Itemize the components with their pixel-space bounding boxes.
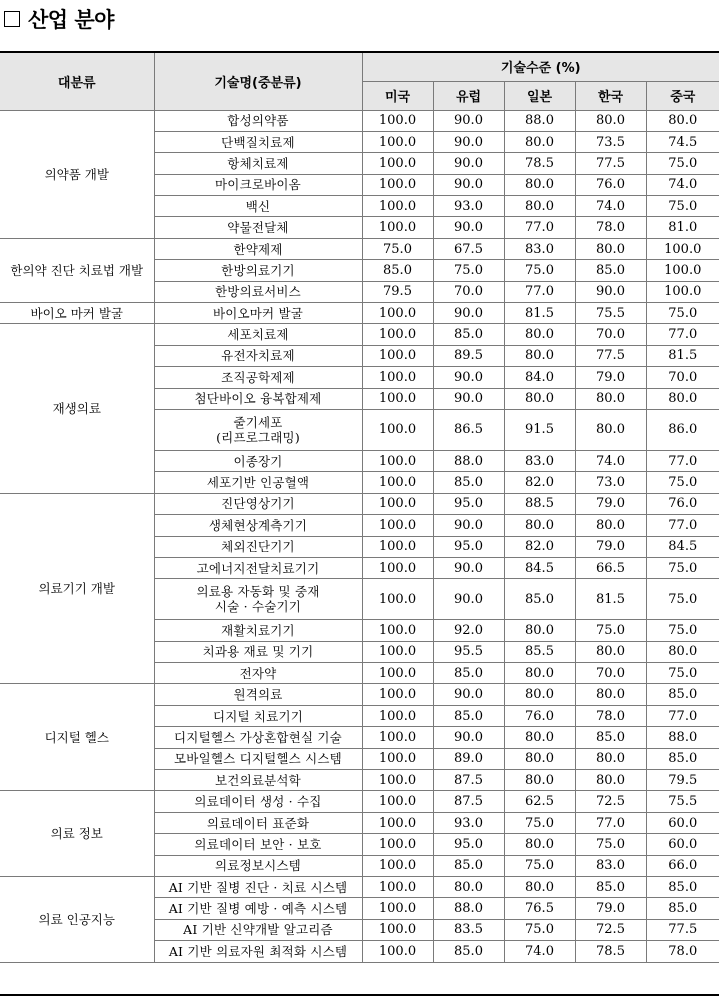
value-cell-us: 100.0 bbox=[362, 770, 433, 791]
value-cell-cn: 85.0 bbox=[646, 877, 719, 898]
value-cell-jp: 83.0 bbox=[504, 238, 575, 259]
value-cell-us: 100.0 bbox=[362, 579, 433, 620]
value-cell-eu: 93.0 bbox=[433, 196, 504, 217]
value-cell-kr: 73.5 bbox=[575, 131, 646, 152]
value-cell-eu: 95.0 bbox=[433, 536, 504, 557]
tech-name-cell: 약물전달체 bbox=[154, 217, 362, 238]
value-cell-jp: 91.5 bbox=[504, 409, 575, 450]
value-cell-eu: 90.0 bbox=[433, 727, 504, 748]
value-cell-us: 100.0 bbox=[362, 620, 433, 641]
tech-name-cell: 모바일헬스 디지털헬스 시스템 bbox=[154, 748, 362, 769]
value-cell-jp: 82.0 bbox=[504, 536, 575, 557]
value-cell-cn: 84.5 bbox=[646, 536, 719, 557]
value-cell-kr: 77.5 bbox=[575, 345, 646, 366]
value-cell-eu: 90.0 bbox=[433, 684, 504, 705]
value-cell-kr: 80.0 bbox=[575, 388, 646, 409]
header-country-kr: 한국 bbox=[575, 81, 646, 110]
value-cell-us: 100.0 bbox=[362, 898, 433, 919]
value-cell-us: 100.0 bbox=[362, 536, 433, 557]
value-cell-eu: 90.0 bbox=[433, 557, 504, 578]
value-cell-eu: 85.0 bbox=[433, 855, 504, 876]
value-cell-kr: 81.5 bbox=[575, 579, 646, 620]
value-cell-kr: 77.5 bbox=[575, 153, 646, 174]
tech-name-line: 줄기세포 bbox=[233, 414, 283, 430]
value-cell-cn: 78.0 bbox=[646, 941, 719, 962]
value-cell-cn: 85.0 bbox=[646, 898, 719, 919]
value-cell-jp: 80.0 bbox=[504, 663, 575, 684]
table-row bbox=[0, 303, 719, 324]
category-cell: 디지털 헬스 bbox=[0, 684, 154, 791]
value-cell-eu: 93.0 bbox=[433, 812, 504, 833]
tech-name-cell: 항체치료제 bbox=[154, 153, 362, 174]
value-cell-cn: 80.0 bbox=[646, 388, 719, 409]
bottom-rule bbox=[0, 994, 719, 996]
table-row bbox=[0, 110, 719, 131]
value-cell-cn: 75.5 bbox=[646, 791, 719, 812]
table-row bbox=[0, 684, 719, 705]
value-cell-eu: 88.0 bbox=[433, 898, 504, 919]
value-cell-eu: 87.5 bbox=[433, 791, 504, 812]
value-cell-us: 100.0 bbox=[362, 324, 433, 345]
value-cell-jp: 85.0 bbox=[504, 579, 575, 620]
value-cell-us: 100.0 bbox=[362, 748, 433, 769]
value-cell-kr: 79.0 bbox=[575, 898, 646, 919]
checkbox-square-icon bbox=[4, 11, 20, 27]
tech-name-cell: 생체현상계측기기 bbox=[154, 515, 362, 536]
value-cell-kr: 78.0 bbox=[575, 705, 646, 726]
value-cell-cn: 77.0 bbox=[646, 705, 719, 726]
value-cell-cn: 77.0 bbox=[646, 515, 719, 536]
tech-name-line: (리프로그래밍) bbox=[216, 429, 300, 445]
value-cell-eu: 95.0 bbox=[433, 834, 504, 855]
value-cell-jp: 80.0 bbox=[504, 877, 575, 898]
value-cell-kr: 80.0 bbox=[575, 238, 646, 259]
category-cell: 바이오 마커 발굴 bbox=[0, 303, 154, 324]
value-cell-jp: 76.5 bbox=[504, 898, 575, 919]
value-cell-cn: 80.0 bbox=[646, 110, 719, 131]
value-cell-jp: 74.0 bbox=[504, 941, 575, 962]
value-cell-kr: 75.0 bbox=[575, 620, 646, 641]
value-cell-eu: 90.0 bbox=[433, 174, 504, 195]
value-cell-kr: 83.0 bbox=[575, 855, 646, 876]
value-cell-jp: 80.0 bbox=[504, 770, 575, 791]
value-cell-cn: 77.0 bbox=[646, 324, 719, 345]
value-cell-eu: 85.0 bbox=[433, 472, 504, 493]
value-cell-us: 100.0 bbox=[362, 791, 433, 812]
value-cell-us: 100.0 bbox=[362, 705, 433, 726]
value-cell-us: 100.0 bbox=[362, 174, 433, 195]
tech-name-cell: 체외진단기기 bbox=[154, 536, 362, 557]
value-cell-kr: 80.0 bbox=[575, 409, 646, 450]
value-cell-jp: 84.5 bbox=[504, 557, 575, 578]
header-major: 대분류 bbox=[0, 52, 154, 110]
value-cell-kr: 74.0 bbox=[575, 450, 646, 471]
value-cell-eu: 70.0 bbox=[433, 281, 504, 302]
value-cell-jp: 78.5 bbox=[504, 153, 575, 174]
value-cell-jp: 80.0 bbox=[504, 345, 575, 366]
value-cell-cn: 100.0 bbox=[646, 260, 719, 281]
value-cell-cn: 75.0 bbox=[646, 303, 719, 324]
header-country-us: 미국 bbox=[362, 81, 433, 110]
tech-name-cell bbox=[154, 409, 362, 450]
value-cell-jp: 80.0 bbox=[504, 196, 575, 217]
value-cell-jp: 85.5 bbox=[504, 641, 575, 662]
value-cell-cn: 75.0 bbox=[646, 663, 719, 684]
tech-name-cell: 재활치료기기 bbox=[154, 620, 362, 641]
value-cell-us: 100.0 bbox=[362, 472, 433, 493]
value-cell-kr: 79.0 bbox=[575, 493, 646, 514]
value-cell-us: 100.0 bbox=[362, 367, 433, 388]
value-cell-jp: 80.0 bbox=[504, 324, 575, 345]
tech-name-cell: AI 기반 질병 진단 · 치료 시스템 bbox=[154, 877, 362, 898]
tech-name-cell: 조직공학제제 bbox=[154, 367, 362, 388]
category-cell: 한의약 진단 치료법 개발 bbox=[0, 238, 154, 302]
tech-name-cell: 디지털 치료기기 bbox=[154, 705, 362, 726]
category-cell: 의료기기 개발 bbox=[0, 493, 154, 684]
value-cell-jp: 88.5 bbox=[504, 493, 575, 514]
value-cell-kr: 76.0 bbox=[575, 174, 646, 195]
value-cell-eu: 80.0 bbox=[433, 877, 504, 898]
tech-name-cell: 진단영상기기 bbox=[154, 493, 362, 514]
value-cell-kr: 85.0 bbox=[575, 260, 646, 281]
header-country-jp: 일본 bbox=[504, 81, 575, 110]
value-cell-kr: 70.0 bbox=[575, 663, 646, 684]
value-cell-jp: 77.0 bbox=[504, 217, 575, 238]
value-cell-kr: 90.0 bbox=[575, 281, 646, 302]
value-cell-cn: 74.5 bbox=[646, 131, 719, 152]
tech-name-cell: 의료정보시스템 bbox=[154, 855, 362, 876]
value-cell-kr: 80.0 bbox=[575, 110, 646, 131]
value-cell-jp: 83.0 bbox=[504, 450, 575, 471]
tech-name-cell: 의료데이터 보안 · 보호 bbox=[154, 834, 362, 855]
value-cell-eu: 85.0 bbox=[433, 705, 504, 726]
value-cell-eu: 90.0 bbox=[433, 579, 504, 620]
table-body bbox=[0, 110, 719, 962]
value-cell-jp: 75.0 bbox=[504, 812, 575, 833]
table-row bbox=[0, 238, 719, 259]
value-cell-kr: 73.0 bbox=[575, 472, 646, 493]
value-cell-kr: 70.0 bbox=[575, 324, 646, 345]
value-cell-kr: 72.5 bbox=[575, 919, 646, 940]
value-cell-jp: 80.0 bbox=[504, 727, 575, 748]
value-cell-kr: 75.0 bbox=[575, 834, 646, 855]
value-cell-us: 100.0 bbox=[362, 153, 433, 174]
value-cell-eu: 90.0 bbox=[433, 388, 504, 409]
value-cell-kr: 79.0 bbox=[575, 367, 646, 388]
value-cell-eu: 75.0 bbox=[433, 260, 504, 281]
value-cell-eu: 90.0 bbox=[433, 153, 504, 174]
tech-name-cell: 한방의료기기 bbox=[154, 260, 362, 281]
tech-name-cell: 고에너지전달치료기기 bbox=[154, 557, 362, 578]
value-cell-cn: 85.0 bbox=[646, 684, 719, 705]
value-cell-eu: 90.0 bbox=[433, 303, 504, 324]
value-cell-us: 75.0 bbox=[362, 238, 433, 259]
value-cell-cn: 66.0 bbox=[646, 855, 719, 876]
value-cell-kr: 74.0 bbox=[575, 196, 646, 217]
value-cell-cn: 79.5 bbox=[646, 770, 719, 791]
header-tech: 기술명(중분류) bbox=[154, 52, 362, 110]
tech-name-cell: 바이오마커 발굴 bbox=[154, 303, 362, 324]
tech-name-cell: 원격의료 bbox=[154, 684, 362, 705]
value-cell-kr: 85.0 bbox=[575, 727, 646, 748]
table-row bbox=[0, 324, 719, 345]
value-cell-us: 100.0 bbox=[362, 388, 433, 409]
value-cell-kr: 72.5 bbox=[575, 791, 646, 812]
tech-name-cell: 유전자치료제 bbox=[154, 345, 362, 366]
value-cell-us: 100.0 bbox=[362, 557, 433, 578]
value-cell-eu: 85.0 bbox=[433, 663, 504, 684]
tech-name-cell: 한방의료서비스 bbox=[154, 281, 362, 302]
tech-name-cell bbox=[154, 579, 362, 620]
value-cell-eu: 67.5 bbox=[433, 238, 504, 259]
value-cell-kr: 85.0 bbox=[575, 877, 646, 898]
page-title-text: 산업 분야 bbox=[28, 8, 114, 32]
value-cell-cn: 100.0 bbox=[646, 238, 719, 259]
value-cell-jp: 80.0 bbox=[504, 748, 575, 769]
value-cell-eu: 90.0 bbox=[433, 110, 504, 131]
value-cell-cn: 60.0 bbox=[646, 834, 719, 855]
value-cell-eu: 90.0 bbox=[433, 515, 504, 536]
value-cell-kr: 80.0 bbox=[575, 770, 646, 791]
value-cell-us: 100.0 bbox=[362, 919, 433, 940]
value-cell-us: 100.0 bbox=[362, 855, 433, 876]
value-cell-kr: 78.0 bbox=[575, 217, 646, 238]
value-cell-eu: 83.5 bbox=[433, 919, 504, 940]
value-cell-jp: 82.0 bbox=[504, 472, 575, 493]
value-cell-eu: 95.0 bbox=[433, 493, 504, 514]
value-cell-us: 100.0 bbox=[362, 450, 433, 471]
tech-name-line: 시술 · 수술기기 bbox=[214, 599, 302, 615]
value-cell-us: 100.0 bbox=[362, 409, 433, 450]
category-cell: 재생의료 bbox=[0, 324, 154, 493]
header-country-eu: 유럽 bbox=[433, 81, 504, 110]
category-cell: 의약품 개발 bbox=[0, 110, 154, 238]
value-cell-us: 85.0 bbox=[362, 260, 433, 281]
value-cell-jp: 84.0 bbox=[504, 367, 575, 388]
value-cell-eu: 90.0 bbox=[433, 131, 504, 152]
table-row bbox=[0, 791, 719, 812]
value-cell-cn: 88.0 bbox=[646, 727, 719, 748]
value-cell-cn: 86.0 bbox=[646, 409, 719, 450]
value-cell-cn: 75.0 bbox=[646, 579, 719, 620]
tech-name-cell: 마이크로바이옴 bbox=[154, 174, 362, 195]
tech-name-cell: 세포기반 인공혈액 bbox=[154, 472, 362, 493]
value-cell-us: 100.0 bbox=[362, 641, 433, 662]
value-cell-us: 100.0 bbox=[362, 727, 433, 748]
tech-name-cell: 보건의료분석학 bbox=[154, 770, 362, 791]
tech-level-table bbox=[0, 51, 719, 963]
value-cell-eu: 89.0 bbox=[433, 748, 504, 769]
value-cell-us: 100.0 bbox=[362, 834, 433, 855]
value-cell-us: 100.0 bbox=[362, 941, 433, 962]
value-cell-us: 100.0 bbox=[362, 217, 433, 238]
tech-name-cell: 백신 bbox=[154, 196, 362, 217]
value-cell-cn: 60.0 bbox=[646, 812, 719, 833]
value-cell-jp: 80.0 bbox=[504, 388, 575, 409]
value-cell-us: 100.0 bbox=[362, 131, 433, 152]
value-cell-eu: 85.0 bbox=[433, 324, 504, 345]
value-cell-cn: 75.0 bbox=[646, 472, 719, 493]
table-row bbox=[0, 493, 719, 514]
value-cell-jp: 80.0 bbox=[504, 131, 575, 152]
value-cell-us: 100.0 bbox=[362, 493, 433, 514]
tech-name-cell: 의료데이터 생성 · 수집 bbox=[154, 791, 362, 812]
value-cell-jp: 80.0 bbox=[504, 515, 575, 536]
value-cell-cn: 75.0 bbox=[646, 620, 719, 641]
value-cell-eu: 86.5 bbox=[433, 409, 504, 450]
value-cell-jp: 77.0 bbox=[504, 281, 575, 302]
tech-name-cell: 디지털헬스 가상혼합현실 기술 bbox=[154, 727, 362, 748]
value-cell-us: 100.0 bbox=[362, 110, 433, 131]
tech-name-cell: 한약제제 bbox=[154, 238, 362, 259]
value-cell-kr: 66.5 bbox=[575, 557, 646, 578]
value-cell-cn: 75.0 bbox=[646, 557, 719, 578]
value-cell-eu: 89.5 bbox=[433, 345, 504, 366]
value-cell-cn: 75.0 bbox=[646, 196, 719, 217]
value-cell-cn: 100.0 bbox=[646, 281, 719, 302]
tech-name-cell: 합성의약품 bbox=[154, 110, 362, 131]
tech-name-cell: 단백질치료제 bbox=[154, 131, 362, 152]
value-cell-us: 100.0 bbox=[362, 877, 433, 898]
value-cell-cn: 74.0 bbox=[646, 174, 719, 195]
value-cell-cn: 76.0 bbox=[646, 493, 719, 514]
value-cell-cn: 81.5 bbox=[646, 345, 719, 366]
value-cell-us: 100.0 bbox=[362, 684, 433, 705]
value-cell-jp: 62.5 bbox=[504, 791, 575, 812]
value-cell-jp: 76.0 bbox=[504, 705, 575, 726]
tech-name-cell: 전자약 bbox=[154, 663, 362, 684]
value-cell-jp: 75.0 bbox=[504, 855, 575, 876]
value-cell-eu: 90.0 bbox=[433, 217, 504, 238]
table-row bbox=[0, 877, 719, 898]
tech-name-cell: 치과용 재료 및 기기 bbox=[154, 641, 362, 662]
value-cell-jp: 80.0 bbox=[504, 174, 575, 195]
value-cell-kr: 80.0 bbox=[575, 641, 646, 662]
value-cell-cn: 75.0 bbox=[646, 153, 719, 174]
value-cell-kr: 77.0 bbox=[575, 812, 646, 833]
header-level: 기술수준 (%) bbox=[362, 52, 719, 81]
value-cell-cn: 81.0 bbox=[646, 217, 719, 238]
tech-name-cell: AI 기반 신약개발 알고리즘 bbox=[154, 919, 362, 940]
value-cell-eu: 90.0 bbox=[433, 367, 504, 388]
value-cell-cn: 77.0 bbox=[646, 450, 719, 471]
value-cell-eu: 85.0 bbox=[433, 941, 504, 962]
value-cell-kr: 80.0 bbox=[575, 515, 646, 536]
value-cell-us: 100.0 bbox=[362, 663, 433, 684]
value-cell-us: 100.0 bbox=[362, 303, 433, 324]
tech-name-cell: 세포치료제 bbox=[154, 324, 362, 345]
tech-name-cell: 첨단바이오 융복합제제 bbox=[154, 388, 362, 409]
value-cell-jp: 75.0 bbox=[504, 260, 575, 281]
value-cell-cn: 70.0 bbox=[646, 367, 719, 388]
tech-name-cell: 이종장기 bbox=[154, 450, 362, 471]
value-cell-cn: 80.0 bbox=[646, 641, 719, 662]
value-cell-jp: 80.0 bbox=[504, 684, 575, 705]
value-cell-eu: 95.5 bbox=[433, 641, 504, 662]
category-cell: 의료 정보 bbox=[0, 791, 154, 877]
tech-name-cell: AI 기반 질병 예방 · 예측 시스템 bbox=[154, 898, 362, 919]
value-cell-kr: 78.5 bbox=[575, 941, 646, 962]
value-cell-kr: 79.0 bbox=[575, 536, 646, 557]
value-cell-us: 100.0 bbox=[362, 345, 433, 366]
category-cell: 의료 인공지능 bbox=[0, 877, 154, 963]
header-country-cn: 중국 bbox=[646, 81, 719, 110]
value-cell-jp: 75.0 bbox=[504, 919, 575, 940]
tech-name-cell: 의료데이터 표준화 bbox=[154, 812, 362, 833]
value-cell-us: 100.0 bbox=[362, 196, 433, 217]
value-cell-eu: 92.0 bbox=[433, 620, 504, 641]
tech-name-line: 의료용 자동화 및 중재 bbox=[196, 584, 320, 600]
value-cell-jp: 80.0 bbox=[504, 620, 575, 641]
value-cell-jp: 81.5 bbox=[504, 303, 575, 324]
value-cell-cn: 77.5 bbox=[646, 919, 719, 940]
value-cell-us: 79.5 bbox=[362, 281, 433, 302]
value-cell-us: 100.0 bbox=[362, 515, 433, 536]
value-cell-eu: 88.0 bbox=[433, 450, 504, 471]
tech-name-cell: AI 기반 의료자원 최적화 시스템 bbox=[154, 941, 362, 962]
page-title bbox=[4, 4, 114, 34]
value-cell-jp: 88.0 bbox=[504, 110, 575, 131]
value-cell-us: 100.0 bbox=[362, 812, 433, 833]
value-cell-kr: 75.5 bbox=[575, 303, 646, 324]
value-cell-kr: 80.0 bbox=[575, 684, 646, 705]
value-cell-jp: 80.0 bbox=[504, 834, 575, 855]
value-cell-eu: 87.5 bbox=[433, 770, 504, 791]
value-cell-kr: 80.0 bbox=[575, 748, 646, 769]
value-cell-cn: 85.0 bbox=[646, 748, 719, 769]
